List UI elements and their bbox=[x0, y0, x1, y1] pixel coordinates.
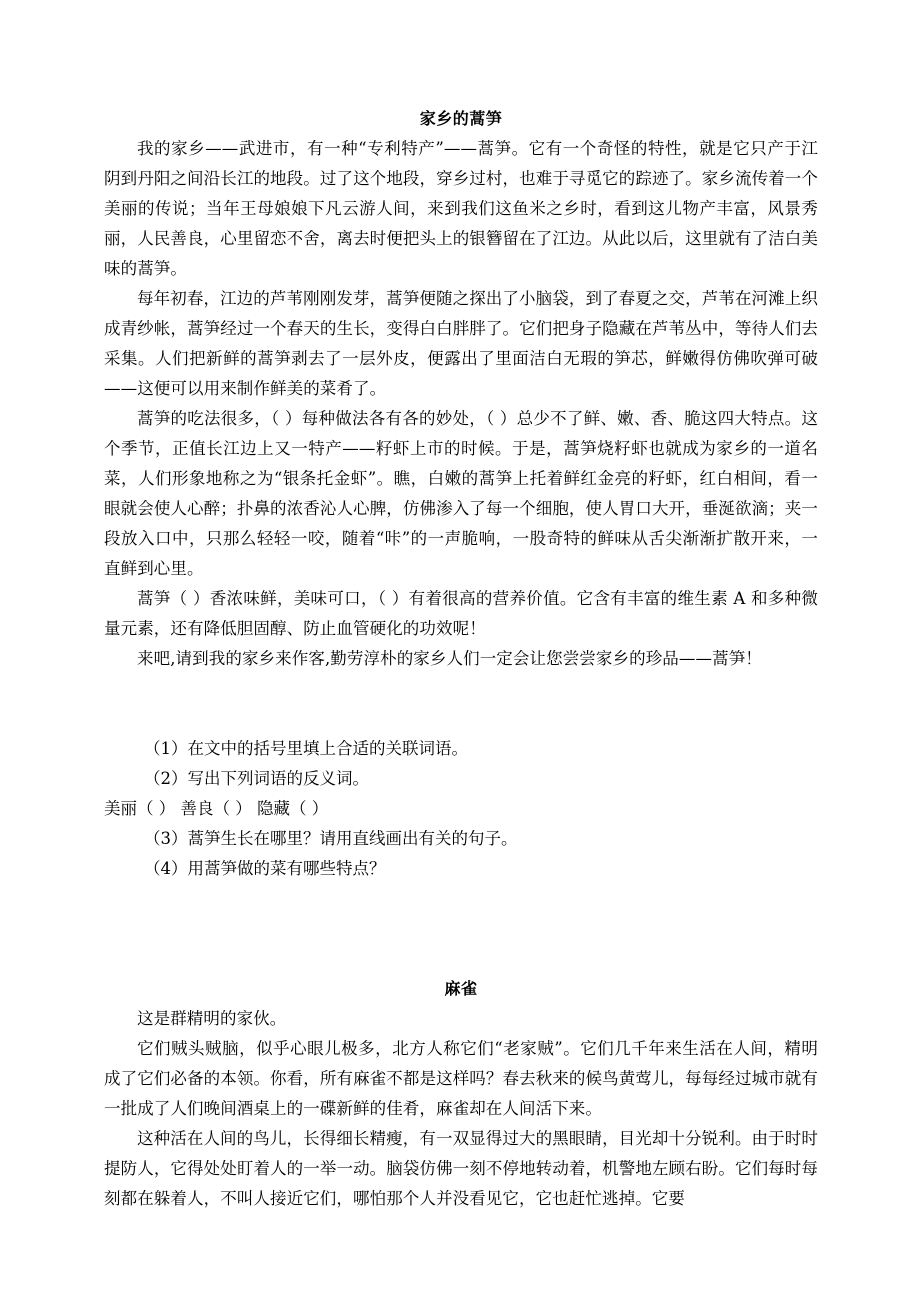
paragraph: 蒿笋的吃法很多，（ ）每种做法各有各的妙处，（ ）总少不了鲜、嫩、香、脆这四大特点。这个季节，正值长江边上又一特产——籽虾上市的时候。于是，蒿笋烧籽虾也就成为家乡的一道名菜，人们形象地称之为“银条托金虾”。瞧，白嫩的蒿笋上托着鲜红金亮的籽虾，红白相间，看一眼就会使人心醉；扑鼻的浓香沁人心脾，仿佛渗入了每一个细胞，使人胃口大开，垂涎欲滴；夹一段放入口中，只那么轻轻一咬，随着“咔”的一声脆响，一股奇特的鲜味从舌尖渐渐扩散开来，一直鲜到心里。 bbox=[104, 409, 818, 578]
question-item: （1）在文中的括号里填上合适的关联词语。 bbox=[144, 739, 468, 758]
article-title: 家乡的蒿笋 bbox=[419, 109, 503, 128]
paragraph: 每年初春，江边的芦苇刚刚发芽，蒿笋便随之探出了小脑袋，到了春夏之交，芦苇在河滩上织成青纱帐，蒿笋经过一个春天的生长，变得白白胖胖了。它们把身子隐藏在芦苇丛中，等待人们去采集。人们把新鲜的蒿笋剥去了一层外皮，便露出了里面洁白无瑕的笋芯，鲜嫩得仿佛吹弹可破——这便可以用来制作鲜美的菜肴了。 bbox=[104, 289, 818, 398]
question-item: （3）蒿笋生长在哪里？请用直线画出有关的句子。 bbox=[144, 829, 518, 848]
question-item: （2）写出下列词语的反义词。 bbox=[144, 769, 369, 788]
paragraph-spacer bbox=[104, 674, 818, 734]
paragraph: 来吧,请到我的家乡来作客,勤劳淳朴的家乡人们一定会让您尝尝家乡的珍品——蒿笋！ bbox=[137, 649, 762, 668]
paragraph: 我的家乡——武进市，有一种“专利特产”——蒿笋。它有一个奇怪的特性，就是它只产于江阴到丹阳之间沿长江的地段。过了这个地段，穿乡过村，也难于寻觅它的踪迹了。家乡流传着一个美丽的传说；当年王母娘娘下凡云游人间，来到我们这鱼米之乡时，看到这儿物产丰富，风景秀丽，人民善良，心里留恋不舍，离去时便把头上的银簪留在了江边。从此以后，这里就有了洁白美味的蒿笋。 bbox=[104, 139, 818, 278]
article-hometown-bamboo-shoot bbox=[104, 104, 818, 884]
question-item: （4）用蒿笋做的菜有哪些特点？ bbox=[144, 859, 386, 878]
section-spacer bbox=[104, 884, 818, 974]
page-content bbox=[104, 104, 818, 1214]
paragraph: 这种活在人间的鸟儿，长得细长精瘦，有一双显得过大的黑眼睛，目光却十分锐利。由于时时提防人，它得处处盯着人的一举一动。脑袋仿佛一刻不停地转动着，机警地左顾右盼。它们每时每刻都在躲着人，不叫人接近它们，哪怕那个人并没看见它，它也赶忙逃掉。它要 bbox=[104, 1129, 818, 1208]
paragraph: 它们贼头贼脑，似乎心眼儿极多，北方人称它们“老家贼”。它们几千年来生活在人间，精明成了它们必备的本领。你看，所有麻雀不都是这样吗？春去秋来的候鸟黄莺儿，每每经过城市就有一批成了人们晚间酒桌上的一碟新鲜的佳肴，麻雀却在人间活下来。 bbox=[104, 1039, 818, 1118]
article-title: 麻雀 bbox=[444, 979, 478, 998]
article-sparrow bbox=[104, 974, 818, 1214]
paragraph: 这是群精明的家伙。 bbox=[137, 1009, 287, 1028]
question-list bbox=[104, 734, 818, 884]
question-item-antonyms: 美丽（ ） 善良（ ） 隐藏（ ） bbox=[104, 799, 329, 818]
paragraph: 蒿笋（ ）香浓味鲜，美味可口，（ ）有着很高的营养价值。它含有丰富的维生素 A 和多种微量元素，还有降低胆固醇、防止血管硬化的功效呢！ bbox=[104, 589, 818, 638]
